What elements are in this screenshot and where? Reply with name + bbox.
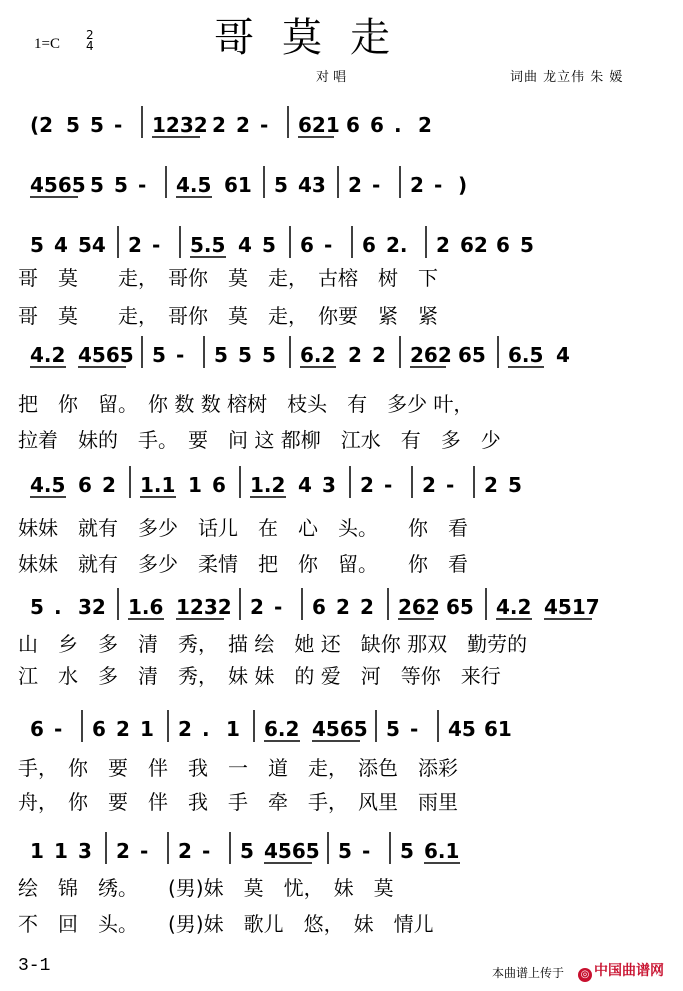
note-group: 5 <box>214 343 228 367</box>
lyric-line: 江 水 多 清 秀， 妹 妹 的 爱 河 等你 来行 <box>18 664 501 688</box>
score-row <box>22 710 662 750</box>
note-group: 5 <box>262 233 276 257</box>
note-group: 2 <box>410 173 424 197</box>
note-group: 62 <box>460 233 488 257</box>
note-group: 5 <box>274 173 288 197</box>
note-group: - <box>324 233 333 257</box>
note-group: 2 <box>116 839 130 863</box>
note-group: 43 <box>298 173 326 197</box>
logo-icon: ◎ <box>578 968 592 982</box>
note-group: 5 <box>90 113 104 137</box>
time-signature <box>86 30 94 52</box>
note-group: 1 <box>54 839 68 863</box>
note-group: 65 <box>458 343 486 367</box>
note-group: 5 <box>508 473 522 497</box>
note-group: 2 <box>102 473 116 497</box>
note-group: 5 <box>520 233 534 257</box>
note-group: (2 <box>30 113 54 137</box>
note-group: 4.2 <box>30 343 66 367</box>
note-group: 4565 <box>30 173 86 197</box>
note-group: 4565 <box>264 839 320 863</box>
upload-text: 本曲谱上传于 <box>492 966 565 980</box>
note-group: 3 <box>78 839 92 863</box>
note-group: - <box>372 173 381 197</box>
song-title: 哥莫走 <box>214 15 418 61</box>
note-group: 6 <box>496 233 510 257</box>
note-group: 5 <box>400 839 414 863</box>
note-group: 2 <box>236 113 250 137</box>
score-row <box>22 336 662 376</box>
note-group: 2 <box>418 113 432 137</box>
score-row <box>22 226 662 266</box>
note-group: 5 <box>262 343 276 367</box>
lyric-line: 哥 莫 走， 哥你 莫 走， 古榕 树 下 <box>18 266 438 290</box>
key-signature: 1=C <box>34 36 60 52</box>
note-group: 2 <box>348 173 362 197</box>
score-row <box>22 588 662 628</box>
note-group: 6 <box>212 473 226 497</box>
note-group: 4.5 <box>30 473 66 497</box>
note-group: - <box>138 173 147 197</box>
note-group: 32 <box>78 595 106 619</box>
note-group: - <box>434 173 443 197</box>
site-logo-text: 中国曲谱网 <box>594 963 664 979</box>
notation-svg <box>22 166 662 206</box>
note-group: 6.2 <box>264 717 300 741</box>
note-group: - <box>384 473 393 497</box>
note-group: 5 <box>114 173 128 197</box>
note-group: 2 <box>360 473 374 497</box>
lyric-line: 哥 莫 走， 哥你 莫 走， 你要 紧 紧 <box>18 304 438 328</box>
score-row <box>22 832 662 872</box>
note-group: 5 <box>240 839 254 863</box>
note-group: - <box>446 473 455 497</box>
note-group: 6 <box>370 113 384 137</box>
note-group: 3 <box>322 473 336 497</box>
note-group: . <box>54 595 62 619</box>
note-group: 4 <box>54 233 68 257</box>
notation-svg <box>22 832 662 872</box>
note-group: - <box>140 839 149 863</box>
note-group: 5 <box>90 173 104 197</box>
note-group: - <box>362 839 371 863</box>
lyric-line: 绘 锦 绣。 (男)妹 莫 忧， 妹 莫 <box>18 876 394 900</box>
note-group: 6 <box>362 233 376 257</box>
notation-svg <box>22 106 662 146</box>
meter-bottom: 4 <box>86 39 94 53</box>
note-group: 5 <box>152 343 166 367</box>
note-group: 4.5 <box>176 173 212 197</box>
notation-svg <box>22 466 662 506</box>
note-group: . <box>394 113 402 137</box>
performance-type: 对 唱 <box>316 70 347 85</box>
note-group: 2 <box>348 343 362 367</box>
note-group: 6 <box>300 233 314 257</box>
note-group: 6 <box>30 717 44 741</box>
note-group: 2 <box>250 595 264 619</box>
note-group: 4.2 <box>496 595 532 619</box>
lyric-line: 拉着 妹的 手。 要 问 这 都柳 江水 有 多 少 <box>18 428 501 452</box>
score-row <box>22 106 662 146</box>
note-group: . <box>202 717 210 741</box>
note-group: 6 <box>92 717 106 741</box>
lyric-line: 舟， 你 要 伴 我 手 牵 手， 风里 雨里 <box>18 790 458 814</box>
note-group: 1.2 <box>250 473 286 497</box>
score-row <box>22 166 662 206</box>
note-group: 2 <box>422 473 436 497</box>
lyric-line: 手， 你 要 伴 我 一 道 走， 添色 添彩 <box>18 756 458 780</box>
note-group: 65 <box>446 595 474 619</box>
note-group: 54 <box>78 233 106 257</box>
note-group: 1232 <box>152 113 208 137</box>
site-logo <box>578 960 664 982</box>
note-group: 61 <box>224 173 252 197</box>
note-group: 2. <box>386 233 408 257</box>
note-group: 4565 <box>78 343 134 367</box>
note-group: 2 <box>128 233 142 257</box>
note-group: 6 <box>346 113 360 137</box>
note-group: 2 <box>484 473 498 497</box>
meter-top: 2 <box>86 28 94 42</box>
note-group: 5 <box>66 113 80 137</box>
lyric-line: 妹妹 就有 多少 话儿 在 心 头。 你 看 <box>18 516 468 540</box>
note-group: ) <box>458 173 468 197</box>
note-group: - <box>114 113 123 137</box>
note-group: - <box>176 343 185 367</box>
note-group: 262 <box>398 595 440 619</box>
notation-svg <box>22 588 662 628</box>
lyric-line: 不 回 头。 (男)妹 歌儿 悠， 妹 情儿 <box>18 912 434 936</box>
note-group: 2 <box>178 717 192 741</box>
note-group: - <box>260 113 269 137</box>
note-group: 4565 <box>312 717 368 741</box>
lyric-line: 把 你 留。 你 数 数 榕树 枝头 有 多少 叶， <box>18 392 474 416</box>
note-group: - <box>202 839 211 863</box>
note-group: 5 <box>30 233 44 257</box>
note-group: 2 <box>436 233 450 257</box>
note-group: 1 <box>188 473 202 497</box>
note-group: 1.1 <box>140 473 176 497</box>
lyric-line: 妹妹 就有 多少 柔情 把 你 留。 你 看 <box>18 552 468 576</box>
note-group: 2 <box>116 717 130 741</box>
note-group: 2 <box>336 595 350 619</box>
note-group: 4517 <box>544 595 600 619</box>
note-group: - <box>54 717 63 741</box>
note-group: 45 <box>448 717 476 741</box>
note-group: 5 <box>338 839 352 863</box>
note-group: 1 <box>140 717 154 741</box>
note-group: 5 <box>238 343 252 367</box>
note-group: 2 <box>360 595 374 619</box>
score-row <box>22 466 662 506</box>
note-group: - <box>274 595 283 619</box>
note-group: 6.1 <box>424 839 460 863</box>
note-group: 1232 <box>176 595 232 619</box>
note-group: 2 <box>178 839 192 863</box>
note-group: 2 <box>212 113 226 137</box>
note-group: 6.5 <box>508 343 544 367</box>
notation-svg <box>22 710 662 750</box>
note-group: 2 <box>372 343 386 367</box>
credits: 词曲 龙立伟 朱 媛 <box>510 70 624 85</box>
note-group: 5 <box>30 595 44 619</box>
page-number: 3-1 <box>18 956 51 976</box>
note-group: 1 <box>30 839 44 863</box>
note-group: 262 <box>410 343 452 367</box>
lyric-line: 山 乡 多 清 秀， 描 绘 她 还 缺你 那双 勤劳的 <box>18 632 528 656</box>
note-group: - <box>410 717 419 741</box>
note-group: 6.2 <box>300 343 336 367</box>
note-group: 1.6 <box>128 595 164 619</box>
note-group: 5.5 <box>190 233 226 257</box>
note-group: - <box>152 233 161 257</box>
note-group: 4 <box>556 343 570 367</box>
note-group: 5 <box>386 717 400 741</box>
note-group: 6 <box>312 595 326 619</box>
note-group: 4 <box>298 473 312 497</box>
note-group: 61 <box>484 717 512 741</box>
notation-svg <box>22 336 662 376</box>
note-group: 6 <box>78 473 92 497</box>
note-group: 621 <box>298 113 340 137</box>
note-group: 1 <box>226 717 240 741</box>
note-group: 4 <box>238 233 252 257</box>
notation-svg <box>22 226 662 266</box>
